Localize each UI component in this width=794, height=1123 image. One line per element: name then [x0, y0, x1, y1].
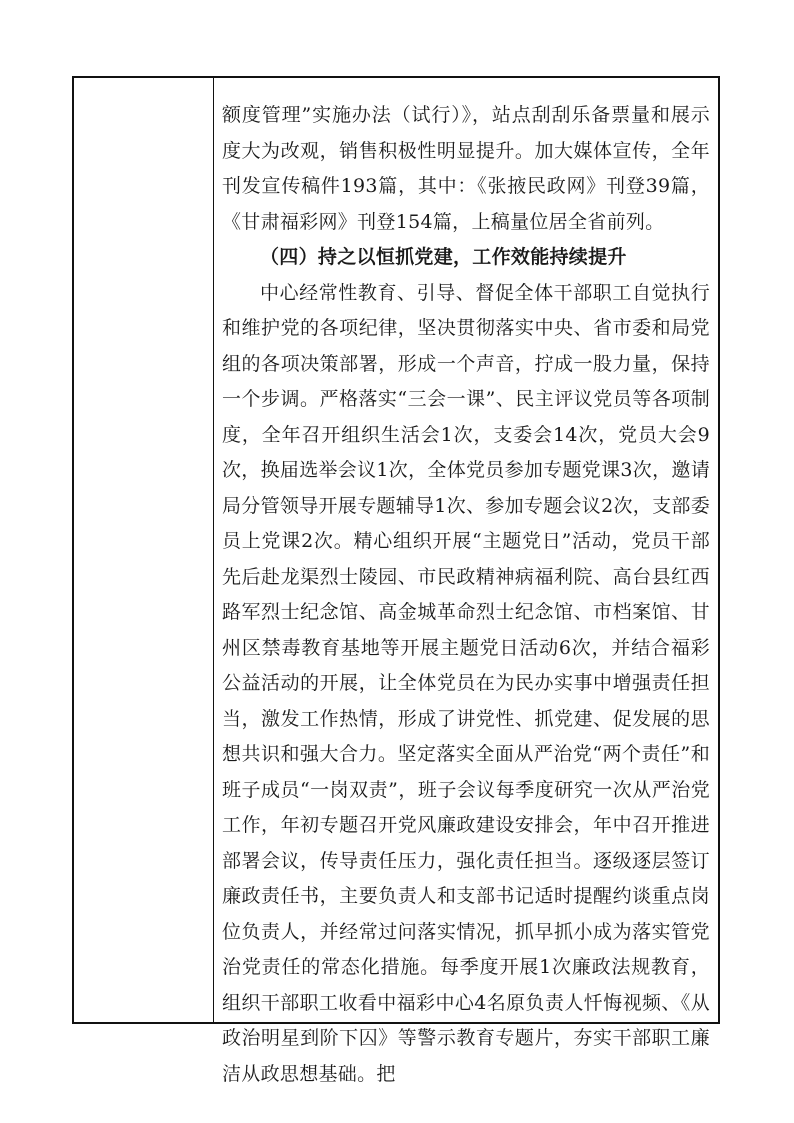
content-cell	[222, 98, 710, 1092]
body-paragraph: 中心经常性教育、引导、督促全体干部职工自觉执行和维护党的各项纪律，坚决贯彻落实中央、省市委和局党组的各项决策部署，形成一个声音，拧成一股力量，保持一个步调。严格落实“三会一课”、民主评议党员等各项制度，全年召开组织生活会1次，支委会14次，党员大会9次，换届选举会议1次，全体党员参加专题党课3次，邀请局分管领导开展专题辅导1次、参加专题会议2次，支部委员上党课2次。精心组织开展“主题党日”活动，党员干部先后赴龙渠烈士陵园、市民政精神病福利院、高台县红西路军烈士纪念馆、高金城革命烈士纪念馆、市档案馆、甘州区禁毒教育基地等开展主题党日活动6次，并结合福彩公益活动的开展，让全体党员在为民办实事中增强责任担当，激发工作热情，形成了讲党性、抓党建、促发展的思想共识和强大合力。坚定落实全面从严治党“两个责任”和班子成员“一岗双责”，班子会议每季度研究一次从严治党工作，年初专题召开党风廉政建设安排会，年中召开推进部署会议，传导责任压力，强化责任担当。逐级逐层签订廉政责任书，主要负责人和支部书记适时提醒约谈重点岗位负责人，并经常过问落实情况，抓早抓小成为落实管党治党责任的常态化措施。每季度开展1次廉政法规教育，组织干部职工收看中福彩中心4名原负责人忏悔视频、《从政治明星到阶下囚》等警示教育专题片，夯实干部职工廉洁从政思想基础。把	[222, 281, 710, 1085]
section-heading: （四）持之以恒抓党建，工作效能持续提升	[260, 246, 627, 268]
intro-paragraph: 额度管理”实施办法（试行）》，站点刮刮乐备票量和展示度大为改观，销售积极性明显提升。加大媒体宣传，全年刊发宣传稿件193篇，其中：《张掖民政网》刊登39篇，《甘肃福彩网》刊登154篇，上稿量位居全省前列。	[222, 104, 710, 233]
column-divider	[213, 78, 214, 1022]
report-table-frame	[72, 76, 720, 1085]
